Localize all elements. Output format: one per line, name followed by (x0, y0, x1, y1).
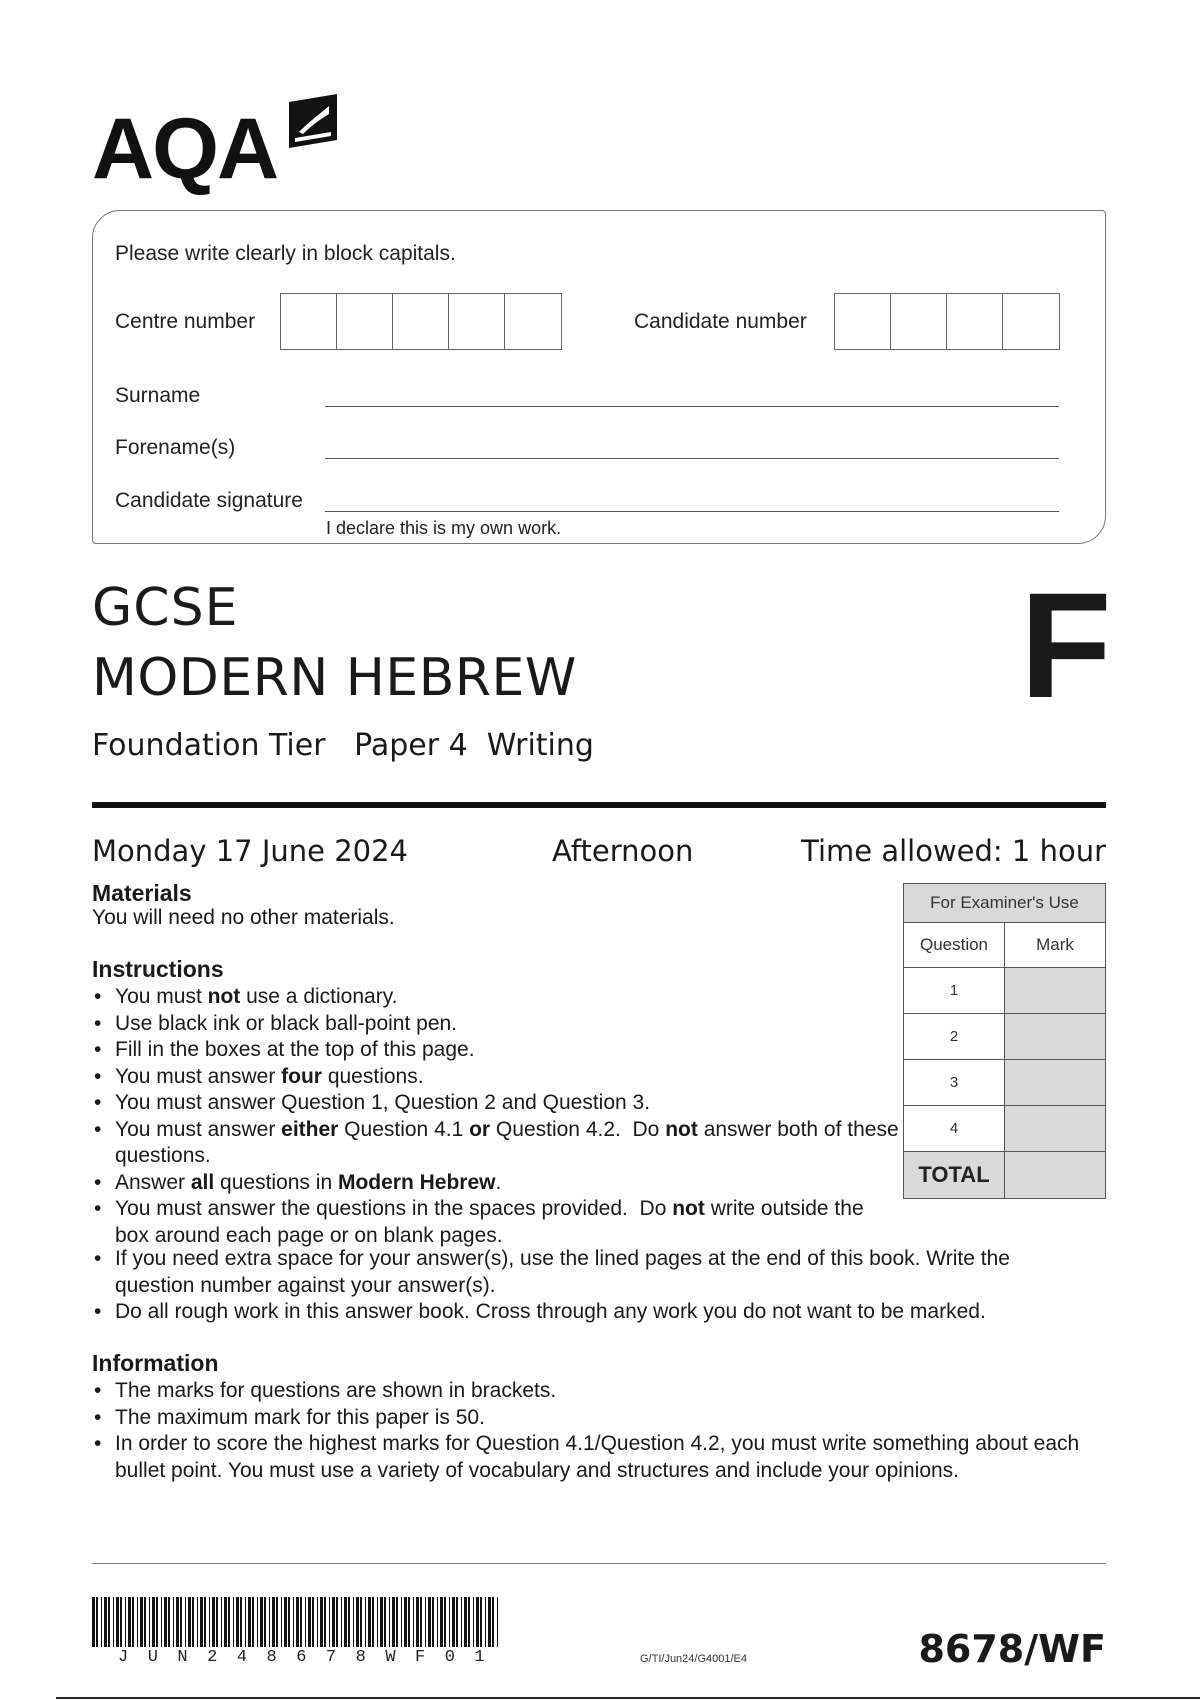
page-bottom-rule (56, 1697, 1200, 1699)
barcode-bar (320, 1597, 323, 1647)
surname-field[interactable] (325, 406, 1059, 407)
barcode-bar (452, 1597, 455, 1647)
candidate-number-label: Candidate number (634, 310, 807, 333)
candidate-number-field[interactable] (834, 293, 1060, 350)
barcode-bar (176, 1597, 179, 1647)
tier-letter: F (1020, 561, 1112, 729)
forename-field[interactable] (325, 458, 1059, 459)
barcode-bar (101, 1597, 102, 1647)
barcode-bar (384, 1597, 386, 1647)
instructions-heading: Instructions (92, 956, 224, 982)
information-list (92, 1378, 1092, 1484)
candidate-number-digit[interactable] (947, 294, 1003, 349)
question-number: 1 (904, 968, 1005, 1014)
barcode-bar (476, 1597, 479, 1647)
barcode-bar (221, 1597, 222, 1647)
list-item: • Fill in the boxes at the top of this page. (92, 1037, 902, 1064)
barcode-bar (240, 1597, 242, 1647)
examiner-table-title: For Examiner's Use (904, 884, 1106, 923)
barcode-bar (308, 1597, 311, 1647)
mark-cell (1005, 1014, 1106, 1060)
barcode-bar (276, 1597, 278, 1647)
mark-cell (1005, 968, 1106, 1014)
barcode-bar (365, 1597, 366, 1647)
barcode-bar (396, 1597, 398, 1647)
exam-date: Monday 17 June 2024 (92, 834, 408, 868)
barcode-bar (473, 1597, 474, 1647)
barcode-bar (140, 1597, 143, 1647)
list-item: • You must not use a dictionary. (92, 984, 902, 1011)
barcode-bar (144, 1597, 146, 1647)
mark-cell (1005, 1060, 1106, 1106)
barcode-bar (428, 1597, 431, 1647)
barcode-bar (389, 1597, 390, 1647)
barcode-bar (492, 1597, 494, 1647)
barcode-bar (341, 1597, 342, 1647)
barcode-bar (260, 1597, 263, 1647)
barcode-bar (168, 1597, 170, 1647)
subject-title: MODERN HEBREW (92, 648, 577, 708)
barcode-bar (132, 1597, 134, 1647)
barcode-bar (272, 1597, 275, 1647)
barcode-bar (113, 1597, 114, 1647)
paper-reference: G/TI/Jun24/G4001/E4 (640, 1653, 748, 1665)
list-item: • Do all rough work in this answer book. Cross through any work you do not want to be marked. (92, 1299, 1092, 1326)
barcode-bar (312, 1597, 314, 1647)
barcode-bar (368, 1597, 371, 1647)
barcode-bar (408, 1597, 410, 1647)
barcode-bar (233, 1597, 234, 1647)
barcode-bar (425, 1597, 426, 1647)
declaration-text: I declare this is my own work. (326, 518, 562, 538)
candidate-number-digit[interactable] (1003, 294, 1059, 349)
barcode-bar (372, 1597, 374, 1647)
question-number: 4 (904, 1106, 1005, 1152)
list-item: • If you need extra space for your answer(s), use the lined pages at the end of this book. Write the question number against your answer(s). (92, 1246, 1092, 1299)
barcode-bar (173, 1597, 174, 1647)
barcode-bar (317, 1597, 318, 1647)
list-item: • Use black ink or black ball-point pen. (92, 1011, 902, 1038)
barcode-bar (437, 1597, 438, 1647)
barcode-bar (468, 1597, 470, 1647)
barcode-text: JUN248678WF01 (118, 1648, 505, 1667)
title-divider (92, 802, 1106, 808)
barcode-icon (92, 1597, 504, 1647)
barcode-bar (257, 1597, 258, 1647)
barcode-bar (161, 1597, 162, 1647)
signature-label: Candidate signature (115, 489, 303, 512)
barcode-bar (336, 1597, 338, 1647)
centre-number-field[interactable] (280, 293, 562, 350)
instructions-list (92, 984, 902, 1249)
barcode-bar (449, 1597, 450, 1647)
barcode-bar (392, 1597, 395, 1647)
barcode-bar (353, 1597, 354, 1647)
barcode-bar (264, 1597, 266, 1647)
barcode-bar (444, 1597, 446, 1647)
barcode-bar (185, 1597, 186, 1647)
barcode-bar (284, 1597, 287, 1647)
list-item: • The marks for questions are shown in brackets. (92, 1378, 1092, 1405)
list-item: • You must answer either Question 4.1 or Question 4.2. Do not answer both of these questions. (92, 1117, 902, 1170)
barcode-bar (128, 1597, 131, 1647)
barcode-bar (485, 1597, 486, 1647)
barcode-bar (209, 1597, 210, 1647)
barcode-bar (404, 1597, 407, 1647)
barcode-bar (120, 1597, 122, 1647)
barcode-bar (464, 1597, 467, 1647)
barcode-bar (156, 1597, 158, 1647)
aqa-logo (92, 88, 343, 197)
barcode-bar (248, 1597, 251, 1647)
list-item: • You must answer the questions in the spaces provided. Do not write outside the box around each page or on blank pages. (92, 1196, 902, 1249)
barcode-bar (164, 1597, 167, 1647)
barcode-bar (461, 1597, 462, 1647)
barcode-bar (356, 1597, 359, 1647)
barcode-bar (245, 1597, 246, 1647)
barcode-bar (224, 1597, 227, 1647)
barcode-bar (212, 1597, 215, 1647)
barcode-bar (440, 1597, 443, 1647)
barcode-bar (108, 1597, 110, 1647)
barcode-bar (293, 1597, 294, 1647)
centre-number-digit[interactable] (281, 294, 337, 349)
block-capitals-instruction: Please write clearly in block capitals. (115, 242, 456, 265)
list-item: • In order to score the highest marks for Question 4.1/Question 4.2, you must write something about each bullet point. You must use a variety of vocabulary and structures and include your opinions. (92, 1431, 1092, 1484)
barcode-bar (329, 1597, 330, 1647)
barcode-bar (456, 1597, 458, 1647)
barcode-bar (497, 1597, 498, 1647)
barcode-bar (324, 1597, 326, 1647)
barcode-bar (380, 1597, 383, 1647)
examiner-use-table (903, 883, 1106, 1199)
mark-cell (1005, 1106, 1106, 1152)
barcode-bar (416, 1597, 419, 1647)
question-column-header: Question (904, 923, 1005, 968)
barcode-bar (149, 1597, 150, 1647)
list-item: • Answer all questions in Modern Hebrew. (92, 1170, 902, 1197)
logo-text: AQA (92, 101, 278, 197)
list-item: • The maximum mark for this paper is 50. (92, 1405, 1092, 1432)
barcode-bar (480, 1597, 482, 1647)
qualification-title: GCSE (92, 578, 239, 638)
barcode-bar (305, 1597, 306, 1647)
paper-code: 8678/WF (918, 1627, 1106, 1671)
forename-label: Forename(s) (115, 436, 236, 459)
barcode-bar (281, 1597, 282, 1647)
total-mark-cell (1005, 1152, 1106, 1199)
materials-heading: Materials (92, 880, 192, 906)
aqa-flag-logo-icon (283, 92, 343, 157)
surname-label: Surname (115, 384, 201, 407)
barcode-bar (348, 1597, 350, 1647)
exam-session: Afternoon (552, 834, 694, 868)
barcode-bar (488, 1597, 491, 1647)
information-heading: Information (92, 1350, 219, 1376)
barcode-bar (125, 1597, 126, 1647)
instructions-list-wide (92, 1246, 1092, 1326)
barcode-bar (296, 1597, 299, 1647)
signature-field[interactable] (325, 511, 1059, 512)
barcode-bar (188, 1597, 191, 1647)
centre-number-digit[interactable] (449, 294, 505, 349)
barcode-bar (228, 1597, 230, 1647)
barcode-bar (104, 1597, 107, 1647)
barcode-bar (197, 1597, 198, 1647)
centre-number-digit[interactable] (505, 294, 561, 349)
barcode-bar (180, 1597, 182, 1647)
barcode-bar (204, 1597, 206, 1647)
tier-paper-line: Foundation Tier Paper 4 Writing (92, 728, 594, 763)
candidate-number-digit[interactable] (835, 294, 891, 349)
barcode-bar (96, 1597, 98, 1647)
barcode-bar (332, 1597, 335, 1647)
list-item: • You must answer Question 1, Question 2 and Question 3. (92, 1090, 902, 1117)
barcode-bar (360, 1597, 362, 1647)
barcode-bar (401, 1597, 402, 1647)
barcode-bar (344, 1597, 347, 1647)
barcode-bar (216, 1597, 218, 1647)
mark-column-header: Mark (1005, 923, 1106, 968)
barcode-bar (420, 1597, 422, 1647)
barcode-bar (288, 1597, 290, 1647)
barcode-bar (200, 1597, 203, 1647)
barcode-bar (137, 1597, 138, 1647)
question-number: 3 (904, 1060, 1005, 1106)
barcode-bar (252, 1597, 254, 1647)
time-allowed: Time allowed: 1 hour (801, 834, 1106, 868)
barcode-bar (300, 1597, 302, 1647)
barcode-bar (413, 1597, 414, 1647)
barcode-bar (92, 1597, 95, 1647)
barcode-bar (152, 1597, 155, 1647)
list-item: • You must answer four questions. (92, 1064, 902, 1091)
barcode-bar (192, 1597, 194, 1647)
barcode-bar (236, 1597, 239, 1647)
total-label: TOTAL (904, 1152, 1005, 1199)
footer-divider (92, 1563, 1106, 1564)
barcode-bar (432, 1597, 434, 1647)
centre-number-digit[interactable] (337, 294, 393, 349)
centre-number-label: Centre number (115, 310, 256, 333)
barcode-bar (269, 1597, 270, 1647)
barcode-bar (377, 1597, 378, 1647)
candidate-number-digit[interactable] (891, 294, 947, 349)
materials-text: You will need no other materials. (92, 906, 395, 929)
centre-number-digit[interactable] (393, 294, 449, 349)
barcode-bar (116, 1597, 119, 1647)
question-number: 2 (904, 1014, 1005, 1060)
